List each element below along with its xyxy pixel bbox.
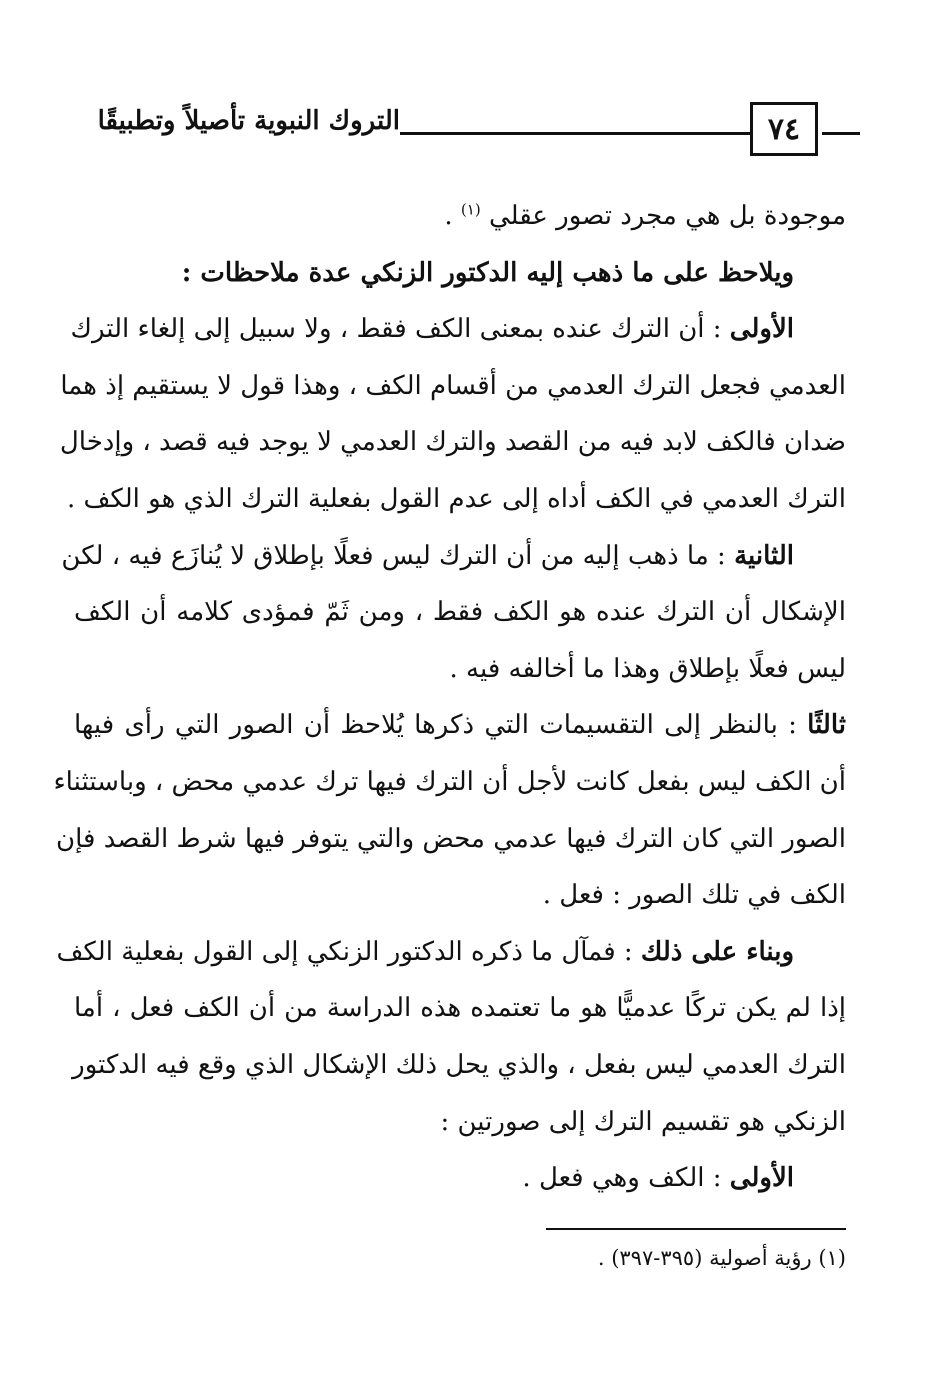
text-line: ليس فعلًا بإطلاق وهذا ما أخالفه فيه . [449,653,846,684]
header-rule-right [822,132,860,135]
book-title: التروك النبوية تأصيلاً وتطبيقًا [97,106,400,136]
text-line: ضدان فالكف لابد فيه من القصد والترك العدمي لا يوجد فيه قصد ، وإدخال [59,427,846,458]
page-number: ٧٤ [750,102,818,156]
text-line: الصور التي كان الترك فيها عدمي محض والتي يتوفر فيها شرط القصد فإن [56,823,846,854]
text-line: موجودة بل هي مجرد تصور عقلي $^{(١)}$ . [444,200,846,231]
text-line: أن الكف ليس بفعل كانت لأجل أن الترك فيها ترك عدمي محض ، وباستثناء [53,766,846,797]
text-line: الكف في تلك الصور : فعل . [542,880,846,911]
text-line: ويلاحظ على ما ذهب إليه الدكتور الزنكي عدة ملاحظات : [181,257,794,288]
page-header [70,96,860,162]
text-line: وبناء على ذلك : فمآل ما ذكره الدكتور الزنكي إلى القول بفعلية الكف [56,936,794,967]
main-text [53,188,846,1207]
point-label: الأولى [729,314,794,345]
text-line: الأولى : أن الترك عنده بمعنى الكف فقط ، ولا سبيل إلى إلغاء الترك [70,314,794,345]
text-line: الأولى : الكف وهي فعل . [522,1163,794,1194]
text-line: الترك العدمي في الكف أداه إلى عدم القول بفعلية الترك الذي هو الكف . [66,483,846,514]
text-line: الثانية : ما ذهب إليه من أن الترك ليس فعلًا بإطلاق لا يُنازَع فيه ، لكن [61,540,794,571]
point-label: الثانية [734,540,794,571]
header-rule [400,132,810,135]
text-line: الزنكي هو تقسيم الترك إلى صورتين : [440,1106,846,1137]
point-label: الأولى [729,1163,794,1194]
text-line: إذا لم يكن تركًا عدميًّا هو ما تعتمده هذه الدراسة من أن الكف فعل ، أما [74,993,846,1024]
text-line: العدمي فجعل الترك العدمي من أقسام الكف ، وهذا قول لا يستقيم إذ هما [60,370,846,401]
text-line: ثالثًا : بالنظر إلى التقسيمات التي ذكرها يُلاحظ أن الصور التي رأى فيها [74,710,846,741]
text-line: الإشكال أن الترك عنده هو الكف فقط ، ومن ثَمّ فمؤدى كلامه أن الكف [74,597,846,628]
point-label: ثالثًا [807,710,846,741]
point-label: وبناء على ذلك [640,936,794,967]
footnote-ref: (١) [460,200,481,219]
footnote: (١) رؤية أصولية (٣٩٥-٣٩٧) . [597,1246,846,1270]
footnote-separator [546,1228,846,1230]
text-line: الترك العدمي ليس بفعل ، والذي يحل ذلك الإشكال الذي وقع فيه الدكتور [72,1049,846,1080]
